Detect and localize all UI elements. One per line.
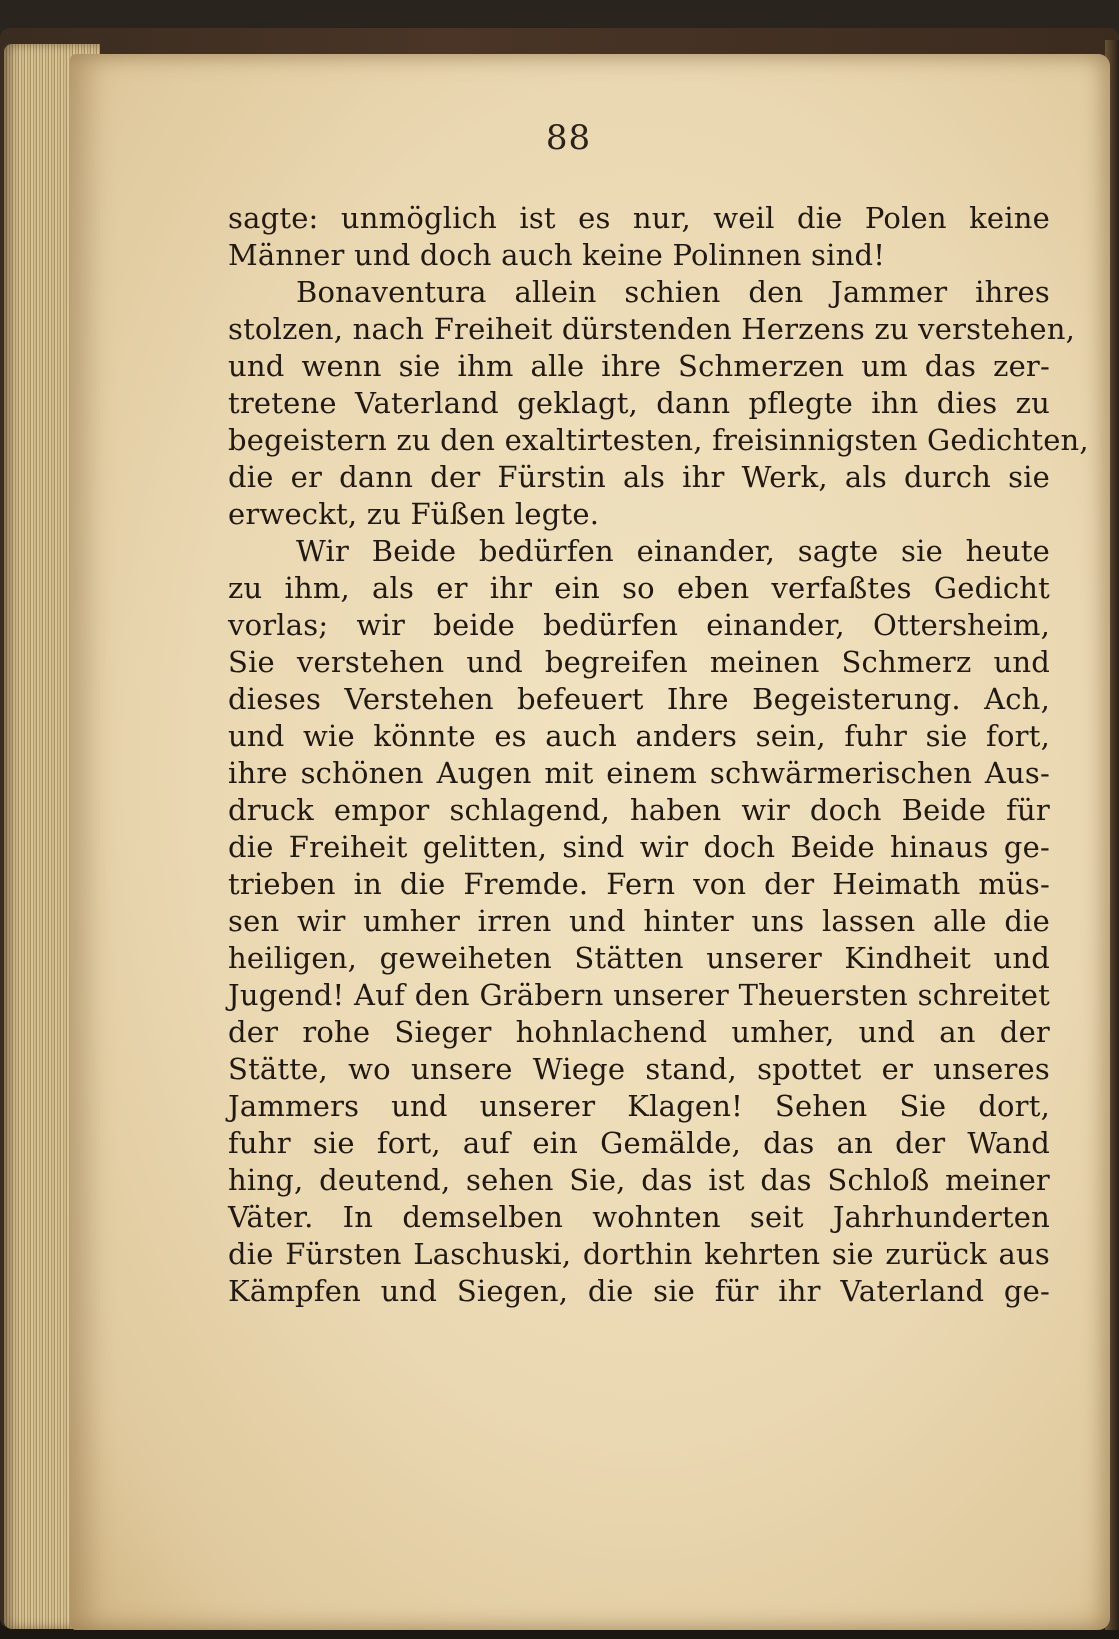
text-line: heiligen, geweiheten Stätten unserer Kindheit und <box>228 941 1050 975</box>
text-line: fuhr sie fort, auf ein Gemälde, das an der Wand <box>228 1126 1050 1160</box>
text-line: die Fürsten Laschuski, dorthin kehrten sie zurück aus <box>228 1237 1050 1271</box>
text-line: dieses Verstehen befeuert Ihre Begeisterung. Ach, <box>228 682 1050 716</box>
text-line: Bonaventura allein schien den Jammer ihres <box>296 275 1050 309</box>
text-line: sagte: unmöglich ist es nur, weil die Polen keine <box>228 201 1050 235</box>
text-line: Stätte, wo unsere Wiege stand, spottet er unseres <box>228 1052 1050 1086</box>
text-line: erweckt, zu Füßen legte. <box>228 497 600 531</box>
text-line: druck empor schlagend, haben wir doch Beide für <box>228 793 1050 827</box>
text-line: hing, deutend, sehen Sie, das ist das Schloß meiner <box>228 1163 1050 1197</box>
page-number: 88 <box>545 118 592 158</box>
text-line: Jugend! Auf den Gräbern unserer Theuersten schreitet <box>228 978 1050 1012</box>
text-line: vorlas; wir beide bedürfen einander, Ottersheim, <box>228 608 1050 642</box>
text-line: sen wir umher irren und hinter uns lassen alle die <box>228 904 1050 938</box>
text-line: Kämpfen und Siegen, die sie für ihr Vaterland ge- <box>228 1274 1050 1308</box>
text-line: stolzen, nach Freiheit dürstenden Herzens zu verstehen, <box>228 312 1075 346</box>
text-line: begeistern zu den exaltirtesten, freisinnigsten Gedichten, <box>228 423 1089 457</box>
text-line: Wir Beide bedürfen einander, sagte sie heute <box>296 534 1050 568</box>
body-text <box>228 200 1089 1310</box>
text-line: Jammers und unserer Klagen! Sehen Sie dort, <box>228 1089 1050 1123</box>
text-line: tretene Vaterland geklagt, dann pflegte ihn dies zu <box>228 386 1050 420</box>
text-line: und wie könnte es auch anders sein, fuhr sie fort, <box>228 719 1050 753</box>
text-line: der rohe Sieger hohnlachend umher, und an der <box>228 1015 1050 1049</box>
text-line: Männer und doch auch keine Polinnen sind! <box>228 238 886 272</box>
text-line: Väter. In demselben wohnten seit Jahrhunderten <box>228 1200 1050 1234</box>
text-line: und wenn sie ihm alle ihre Schmerzen um das zer- <box>228 349 1050 383</box>
text-line: die er dann der Fürstin als ihr Werk, als durch sie <box>228 460 1050 494</box>
text-line: trieben in die Fremde. Fern von der Heimath müs- <box>228 867 1050 901</box>
text-line: zu ihm, als er ihr ein so eben verfaßtes Gedicht <box>228 571 1050 605</box>
text-line: Sie verstehen und begreifen meinen Schmerz und <box>228 645 1050 679</box>
text-line: ihre schönen Augen mit einem schwärmerischen Aus- <box>228 756 1050 790</box>
text-line: die Freiheit gelitten, sind wir doch Beide hinaus ge- <box>228 830 1050 864</box>
